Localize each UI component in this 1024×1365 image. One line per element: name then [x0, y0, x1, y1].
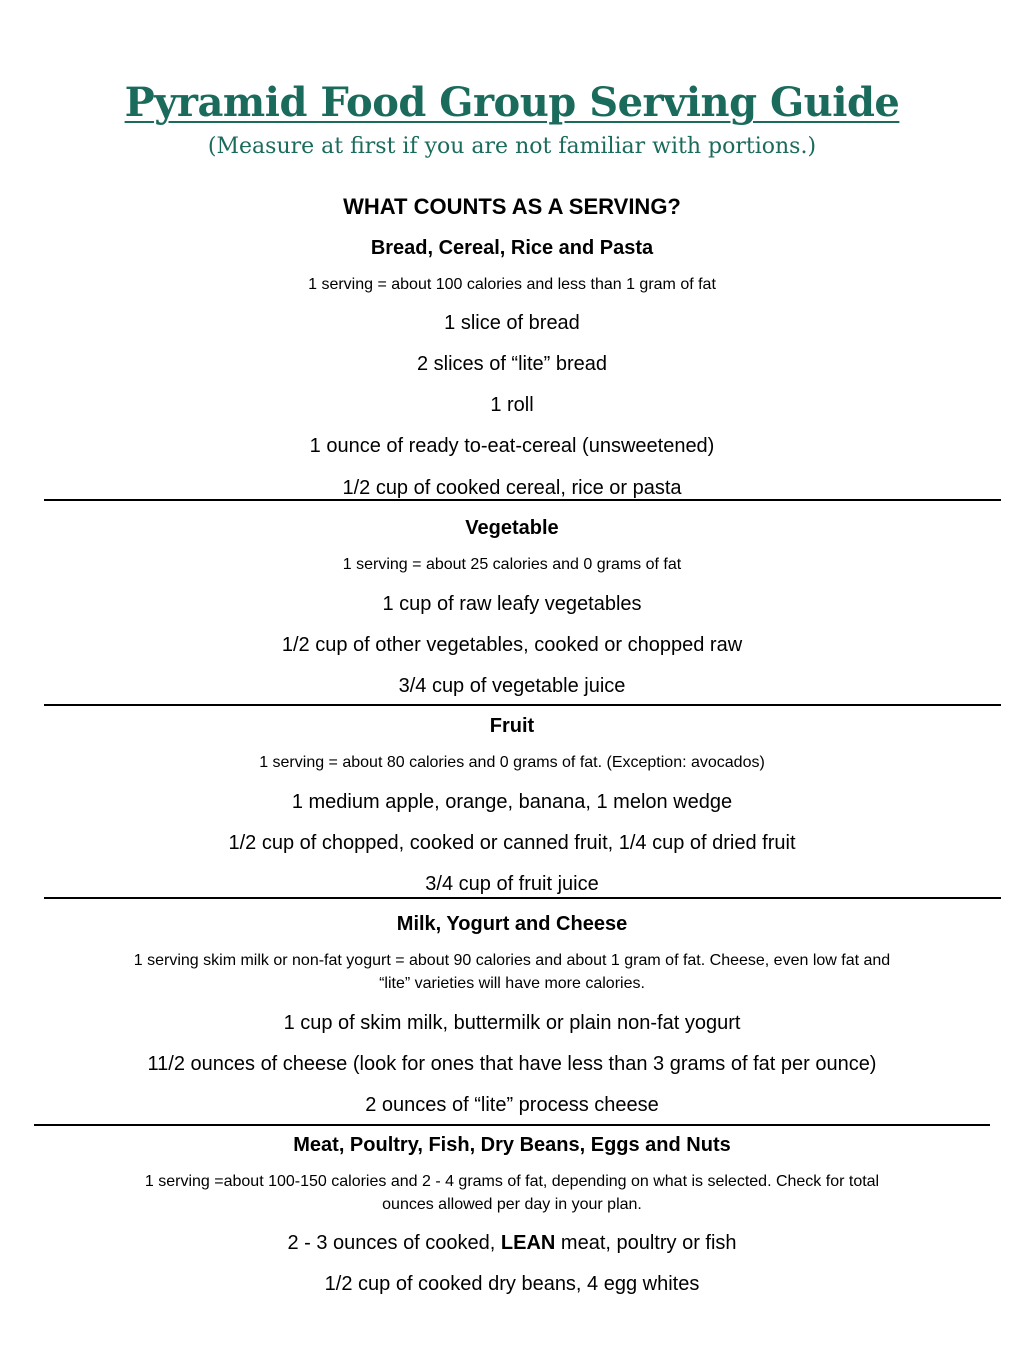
main-heading: WHAT COUNTS AS A SERVING? [343, 194, 681, 219]
list-item: 3/4 cup of fruit juice [425, 873, 599, 895]
list-item [0, 1230, 1024, 1256]
item-emphasis: LEAN [500, 1232, 556, 1254]
list-item: 2 slices of “lite” bread [416, 353, 608, 375]
list-item: 1 slice of bread [444, 312, 580, 334]
list-item: 2 ounces of “lite” process cheese [365, 1094, 659, 1116]
section-title-milk: Milk, Yogurt and Cheese [396, 913, 628, 935]
list-item: 1/2 cup of cooked cereal, rice or pasta [342, 477, 682, 499]
list-item: 3/4 cup of vegetable juice [398, 675, 626, 697]
list-item: 11/2 ounces of cheese (look for ones that have less than 3 grams of fat per ounce) [147, 1053, 877, 1075]
section-divider [34, 1124, 990, 1126]
page-subtitle: (Measure at first if you are not familiar with portions.) [207, 134, 817, 159]
section-note-meat: 1 serving =about 100-150 calories and 2 - 4 grams of fat, depending on what is selected. Check for total [144, 1173, 880, 1190]
list-item: 1/2 cup of other vegetables, cooked or chopped raw [281, 634, 743, 656]
list-item: 1/2 cup of cooked dry beans, 4 egg whites [324, 1273, 700, 1295]
section-note-bread: 1 serving = about 100 calories and less than 1 gram of fat [308, 276, 716, 293]
page-title: Pyramid Food Group Serving Guide [124, 79, 900, 126]
item-text: 2 - 3 ounces of cooked, [287, 1232, 501, 1254]
list-item: 1 ounce of ready to-eat-cereal (unsweetened) [309, 435, 715, 457]
section-note-milk-cont: “lite” varieties will have more calories. [379, 975, 645, 992]
item-text: meat, poultry or fish [555, 1232, 737, 1254]
section-note-meat-cont: ounces allowed per day in your plan. [382, 1196, 642, 1213]
section-title-bread: Bread, Cereal, Rice and Pasta [370, 237, 654, 259]
section-title-fruit: Fruit [489, 715, 535, 737]
list-item: 1/2 cup of chopped, cooked or canned fruit, 1/4 cup of dried fruit [228, 832, 796, 854]
section-title-vegetable: Vegetable [465, 517, 559, 539]
section-divider [44, 499, 1001, 501]
section-divider [44, 897, 1001, 899]
list-item: 1 cup of skim milk, buttermilk or plain non-fat yogurt [283, 1012, 741, 1034]
list-item: 1 medium apple, orange, banana, 1 melon wedge [291, 791, 733, 813]
list-item: 1 cup of raw leafy vegetables [382, 593, 642, 615]
section-note-milk: 1 serving skim milk or non-fat yogurt = about 90 calories and about 1 gram of fat. Cheese, even low fat and [133, 952, 891, 969]
section-note-fruit: 1 serving = about 80 calories and 0 grams of fat. (Exception: avocados) [259, 754, 765, 771]
section-divider [44, 704, 1001, 706]
section-note-vegetable: 1 serving = about 25 calories and 0 grams of fat [342, 556, 682, 573]
section-title-meat: Meat, Poultry, Fish, Dry Beans, Eggs and Nuts [293, 1134, 731, 1156]
list-item: 1 roll [490, 394, 534, 416]
